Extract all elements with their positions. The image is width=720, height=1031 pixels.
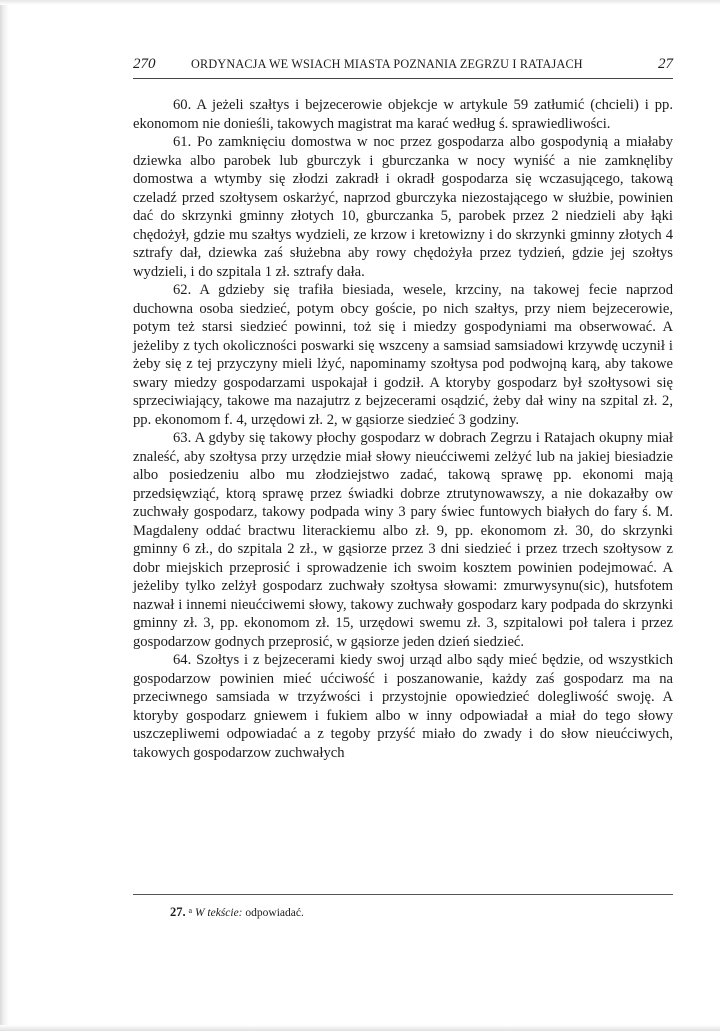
footnote	[170, 905, 304, 920]
footnote-label: W tekście:	[194, 907, 243, 919]
header-rule	[133, 78, 673, 79]
running-head	[133, 56, 673, 76]
paragraph-63: 63. A gdyby się takowy płochy gospodarz w dobrach Zegrzu i Ratajach okupny miał znaleść, aby szołtysa przy urzędzie miał słowy nieućciwemi zelżyć lub na jakiej biesiadzie albo posiedzeniu albo mu złodziejstwo zadać, takową sprawę pp. ekonomi mają przedsięwziąć, ktorą sprawę przez świadki dobrze ztrutynowawszy, a nie dokazałby ow zuchwały gospodarz, takowy podpada winy 3 pary świec funtowych białych do fary ś. M. Magdaleny oddać bractwu literackiemu albo zł. 9, pp. ekonomom zł. 30, do skrzynki gminny 6 zł., do szpitala 2 zł., w gąsiorze przez 3 dni siedzieć i przez trzech szołtysow z dobr miejskich przeprosić i sprowadzenie ich swoim kosztem powinien podejmować. A jeżeliby tylko zelżył gospodarz zuchwały szołtysa słowami: zmurwysynu(sic), hutsfotem nazwał i innemi nieućciwemi słowy, takowy zuchwały gospodarz kary podpada do skrzynki gminny zł. 3, pp. ekonomom zł. 15, urzędowi swemu zł. 3, szpitalowi poł talera i przez gospodarzow godnych przeprosić, w gąsiorze jeden dzień siedzieć.	[133, 430, 673, 650]
body-text	[133, 96, 673, 762]
paragraph-61: 61. Po zamknięciu domostwa w noc przez gospodarza albo gospodynią a miałaby dziewka albo parobek lub gburczyk i gburczanka w nocy wyniść a nie zamknęliby domostwa a wtymby się złodzi zakradł i okradł gospodarza się wczasującego, takową czeladź przed szołtysem oskarżyć, naprzod gburczyka niezostającego w służbie, powinien dać do skrzynki gminny złotych 10, gburczanka 5, parobek przez 2 niedzieli aby łąki chędożył, gdzie mu szałtys wydzieli, ze krzow i kretowizny i do skrzynki gminny złotych 4 sztrafy dał, dziewka zaś służebna aby rowy chędożyła przez tydzień, gdzie jej szołtys wydzieli, i do szpitala 1 zł. sztrafy dała.	[133, 134, 673, 280]
paragraph-60: 60. A jeżeli szałtys i bejzecerowie objekcje w artykule 59 zatłumić (chcieli) i pp. ekonomom nie donieśli, takowych magistrat ma karać według ś. sprawiedliwości.	[133, 97, 673, 132]
footnote-rule	[133, 894, 673, 895]
running-title: ORDYNACJA WE WSIACH MIASTA POZNANIA ZEGRZU I RATAJACH	[191, 57, 583, 71]
footnote-text: odpowiadać.	[245, 907, 304, 919]
page-number-right: 27	[658, 56, 673, 72]
footnote-mark: a	[188, 906, 193, 915]
footnote-number: 27.	[170, 905, 186, 919]
page-number-left: 270	[133, 56, 156, 72]
paragraph-62: 62. A gdzieby się trafiła biesiada, wesele, krzciny, na takowej fecie naprzod duchowna osoba siedzieć, potym obcy goście, po nich szałtys, przy niem bejzecerowie, potym też starsi siedzieć powinni, toż się i miedzy gospodyniami ma obserwować. A jeżeliby z tych okoliczności poswarki się wszceny a samsiad samsiadowi krzywdę uczynił i żeby się z tej przyczyny mieli lżyć, napominamy szołtysa pod podwojną karą, aby takowe swary miedzy gospodarzami uspokajał i godził. A ktoryby gospodarz był szołtysowi się sprzeciwiający, takowe ma nazajutrz z bejzecerami osądzić, żeby dał winy na szpital zł. 2, pp. ekonomom f. 4, urzędowi zł. 2, w gąsiorze siedzieć 3 godziny.	[133, 282, 673, 428]
paragraph-64: 64. Szołtys i z bejzecerami kiedy swoj urząd albo sądy mieć będzie, od wszystkich gospodarzow powinien mieć ućciwość i poszanowanie, każdy zaś gospodarz ma na przeciwnego samsiada w trzyźwości i przystojnie opowiedzieć dolegliwość swoję. A ktoryby gospodarz gniewem i fukiem albo w inny odpowiadał a miał do tego słowy uszczepliwemi odpowiadać a z tegoby przyść miało do zwady i do słow nieućciwych, takowych gospodarzow zuchwałych	[133, 652, 673, 761]
